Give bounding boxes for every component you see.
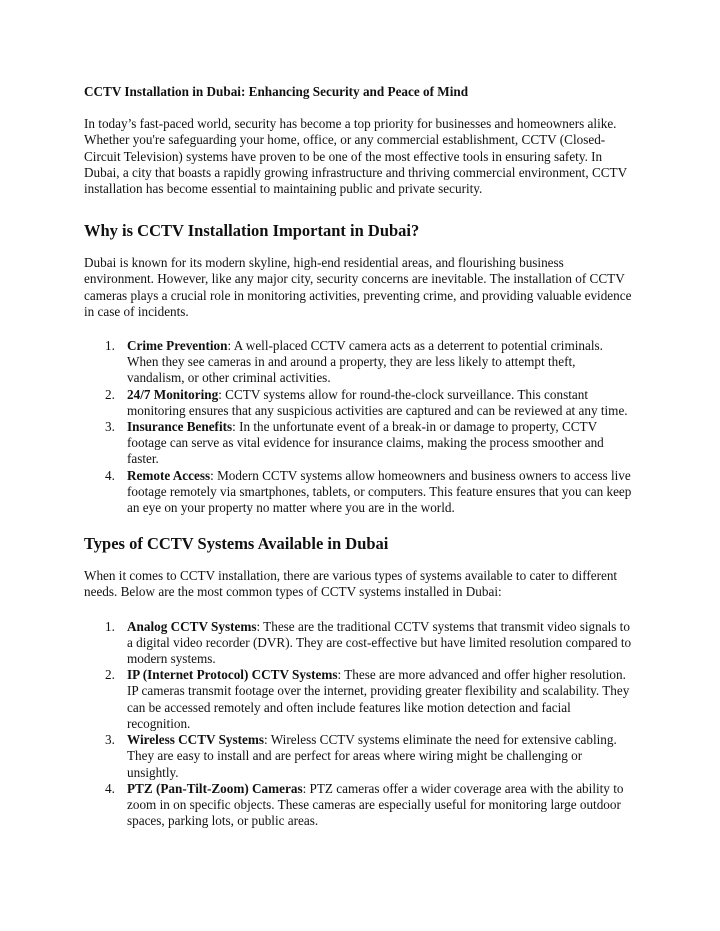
list-item-text: : Modern CCTV systems allow homeowners and business owners to access live footage remotely via smartphones, tablets, or computers. This feature ensures that you can keep an eye on your property no matter where you are in the world.	[127, 467, 632, 516]
list-item	[84, 468, 636, 517]
benefits-list	[84, 338, 636, 516]
list-number: 4.	[105, 467, 115, 483]
document-content	[84, 84, 636, 829]
list-item	[84, 732, 636, 781]
list-item-text: : A well-placed CCTV camera acts as a deterrent to potential criminals. When they see cameras in and around a property, they are less likely to attempt theft, vandalism, or other criminal activities.	[127, 338, 603, 386]
list-item-term: Remote Access	[127, 467, 211, 483]
list-item	[84, 338, 636, 387]
list-number: 2.	[105, 386, 115, 402]
list-number: 2.	[105, 667, 115, 683]
list-item-text: : Wireless CCTV systems eliminate the need for extensive cabling. They are easy to install and are perfect for areas where wiring might be challenging or unsightly.	[127, 732, 617, 780]
section-heading-why: Why is CCTV Installation Important in Dubai?	[84, 221, 420, 241]
list-item-text: : In the unfortunate event of a break-in or damage to property, CCTV footage can serve as vital evidence for insurance claims, making the process smoother and faster.	[127, 419, 604, 467]
list-item-text: : CCTV systems allow for round-the-clock surveillance. This constant monitoring ensures that any suspicious activities are captured and can be reviewed at any time.	[127, 386, 628, 418]
section-why-paragraph: Dubai is known for its modern skyline, high-end residential areas, and flourishing business environment. However, like any major city, security concerns are inevitable. The installation of CCTV cameras plays a crucial role in monitoring activities, preventing crime, and providing valuable evidence in case of incidents.	[84, 255, 632, 319]
list-item	[84, 667, 636, 732]
section-types-paragraph: When it comes to CCTV installation, there are various types of systems available to cater to different needs. Below are the most common types of CCTV systems installed in Dubai:	[84, 568, 618, 600]
list-item-term: 24/7 Monitoring	[127, 386, 219, 402]
section-heading-types: Types of CCTV Systems Available in Dubai	[84, 534, 389, 554]
list-item	[84, 619, 636, 668]
document-title: CCTV Installation in Dubai: Enhancing Security and Peace of Mind	[84, 84, 469, 99]
list-number: 1.	[105, 338, 115, 354]
list-number: 1.	[105, 618, 115, 634]
list-number: 3.	[105, 732, 115, 748]
list-item	[84, 419, 636, 468]
list-number: 4.	[105, 780, 115, 796]
list-item	[84, 387, 636, 419]
list-item-term: Crime Prevention	[127, 338, 228, 354]
list-item	[84, 781, 636, 830]
list-item-text: : These are the traditional CCTV systems that transmit video signals to a digital video recorder (DVR). They are cost-effective but have limited resolution compared to modern systems.	[127, 618, 632, 667]
intro-paragraph: In today’s fast-paced world, security has become a top priority for businesses and homeowners alike. Whether you're safeguarding your home, office, or any commercial establishment, CCTV (Closed-Circuit Television) systems have proven to be one of the most effective tools in ensuring safety. In Dubai, a city that boasts a rapidly growing infrastructure and thriving commercial environment, CCTV installation has become essential to maintaining public and private security.	[84, 116, 627, 197]
list-item-term: IP (Internet Protocol) CCTV Systems	[127, 667, 338, 683]
list-item-term: Analog CCTV Systems	[127, 618, 257, 634]
list-number: 3.	[105, 419, 115, 435]
systems-list	[84, 619, 636, 830]
list-item-term: PTZ (Pan-Tilt-Zoom) Cameras	[127, 780, 303, 796]
list-item-text: : PTZ cameras offer a wider coverage area with the ability to zoom in on specific objects. These cameras are especially useful for monitoring large outdoor spaces, parking lots, or public areas.	[127, 780, 624, 829]
list-item-text: : These are more advanced and offer higher resolution. IP cameras transmit footage over the internet, providing greater flexibility and scalability. They can be accessed remotely and often include features like motion detection and facial recognition.	[127, 667, 630, 731]
list-item-term: Wireless CCTV Systems	[127, 732, 265, 748]
list-item-term: Insurance Benefits	[127, 419, 233, 435]
